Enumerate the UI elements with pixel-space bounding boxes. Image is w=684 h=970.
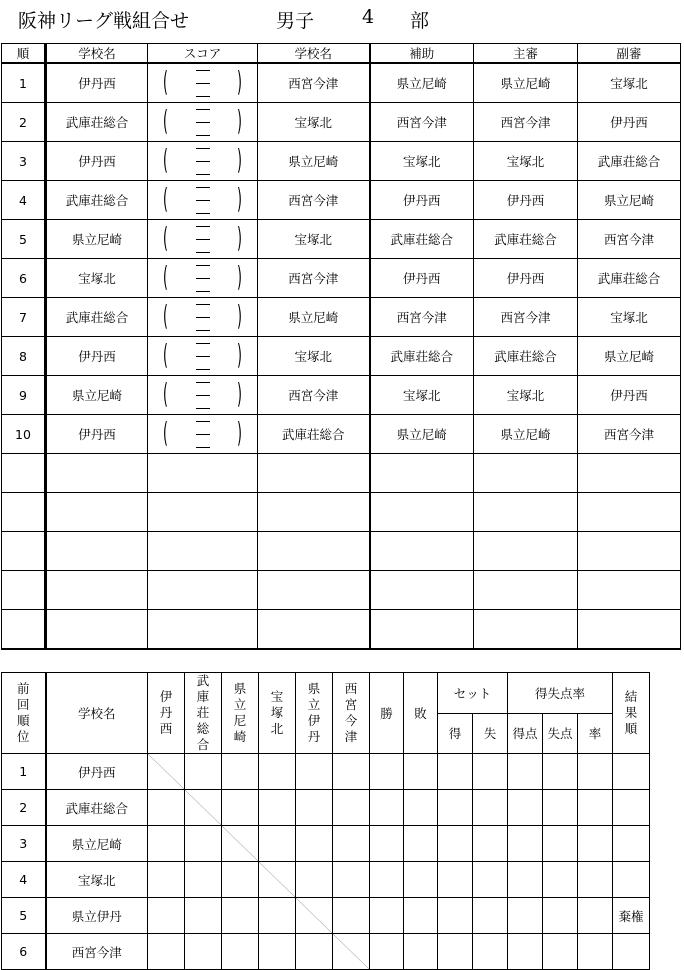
col-school-2: 武 庫 荘 総 合 [185,673,222,754]
table-row [2,142,681,181]
sub-referee: 県立尼崎 [578,181,681,220]
empty-cell[interactable] [46,493,148,532]
header-point-rate: 得失点率 [508,673,613,714]
match-number: 4 [2,181,46,220]
match-result-cell[interactable] [222,934,259,970]
result-cell[interactable] [613,754,650,790]
header-set: セット [438,673,508,714]
diagonal-line [185,790,221,825]
empty-cell[interactable] [370,532,474,571]
left-paren-icon: ( [163,65,168,98]
away-school: 宝塚北 [258,220,370,259]
empty-cell[interactable] [370,493,474,532]
assist-school: 西宮今津 [370,298,474,337]
gender-label: 男子 [276,10,315,32]
score-cell[interactable] [148,337,258,376]
header-rate: 率 [578,713,613,754]
empty-cell[interactable] [258,493,370,532]
stat-cell[interactable] [438,898,473,934]
score-cell[interactable] [148,259,258,298]
chief-referee: 県立尼崎 [474,415,578,454]
header-school-2: 学校名 [258,44,370,64]
chief-referee: 県立尼崎 [474,63,578,103]
match-result-cell[interactable] [222,754,259,790]
match-result-cell[interactable] [185,934,222,970]
match-result-cell[interactable] [259,754,296,790]
stat-cell[interactable] [578,898,613,934]
stat-cell[interactable] [473,790,508,826]
stat-cell[interactable] [508,862,543,898]
sub-referee: 西宮今津 [578,415,681,454]
page-title: 阪神リーグ戦組合せ [18,10,190,32]
header-prev-rank: 前 回 順 位 [2,673,46,754]
empty-cell[interactable] [370,454,474,493]
stat-cell[interactable] [370,862,404,898]
chief-referee: 宝塚北 [474,142,578,181]
stat-cell[interactable] [404,862,438,898]
home-school: 伊丹西 [46,142,148,181]
match-result-cell[interactable] [296,826,333,862]
empty-cell[interactable] [148,610,258,650]
match-result-cell[interactable] [333,826,370,862]
prev-rank: 1 [2,754,46,790]
header-chief-referee: 主審 [474,44,578,64]
left-paren-icon: ( [163,377,168,410]
header-points-get: 得点 [508,713,543,754]
empty-cell[interactable] [46,610,148,650]
standings-table [1,672,650,970]
left-paren-icon: ( [163,104,168,137]
match-number: 6 [2,259,46,298]
away-school: 西宮今津 [258,181,370,220]
assist-school: 伊丹西 [370,259,474,298]
stat-cell[interactable] [473,754,508,790]
empty-cell[interactable] [370,571,474,610]
left-paren-icon: ( [163,221,168,254]
away-school: 西宮今津 [258,259,370,298]
sub-referee: 宝塚北 [578,63,681,103]
division-number: 4 [362,6,375,28]
empty-cell[interactable] [474,454,578,493]
score-cell[interactable] [148,181,258,220]
left-paren-icon: ( [163,260,168,293]
stat-cell[interactable] [578,934,613,970]
chief-referee: 西宮今津 [474,103,578,142]
match-result-cell[interactable] [148,754,185,790]
home-school: 県立尼崎 [46,376,148,415]
match-result-cell[interactable] [333,862,370,898]
match-number: 10 [2,415,46,454]
empty-cell[interactable] [370,610,474,650]
right-paren-icon: ) [237,260,242,293]
match-number: 5 [2,220,46,259]
match-result-cell[interactable] [296,754,333,790]
assist-school: 宝塚北 [370,142,474,181]
standings-row [2,898,650,934]
school-name: 武庫荘総合 [46,790,148,826]
right-paren-icon: ) [237,299,242,332]
stat-cell[interactable] [473,934,508,970]
stat-cell[interactable] [438,790,473,826]
empty-cell[interactable] [2,532,46,571]
sub-referee: 武庫荘総合 [578,259,681,298]
chief-referee: 宝塚北 [474,376,578,415]
away-school: 西宮今津 [258,63,370,103]
stat-cell[interactable] [543,898,578,934]
schedule-header-row [2,44,681,64]
school-name: 伊丹西 [46,754,148,790]
stat-cell[interactable] [508,790,543,826]
table-row [2,415,681,454]
match-result-cell[interactable] [148,826,185,862]
right-paren-icon: ) [237,377,242,410]
away-school: 西宮今津 [258,376,370,415]
table-row [2,63,681,103]
header-school: 学校名 [46,673,148,754]
match-result-cell[interactable] [333,934,370,970]
score-cell[interactable] [148,376,258,415]
left-paren-icon: ( [163,338,168,371]
match-result-cell[interactable] [222,826,259,862]
match-result-cell[interactable] [296,898,333,934]
empty-cell[interactable] [258,571,370,610]
col-school-4: 宝 塚 北 [259,673,296,754]
home-school: 伊丹西 [46,63,148,103]
right-paren-icon: ) [237,182,242,215]
left-paren-icon: ( [163,299,168,332]
right-paren-icon: ) [237,104,242,137]
chief-referee: 武庫荘総合 [474,220,578,259]
header-sub-referee: 副審 [578,44,681,64]
empty-cell[interactable] [474,493,578,532]
stat-cell[interactable] [370,826,404,862]
right-paren-icon: ) [237,65,242,98]
result-cell[interactable]: 棄権 [613,898,650,934]
match-result-cell[interactable] [185,826,222,862]
match-result-cell[interactable] [148,898,185,934]
stat-cell[interactable] [543,754,578,790]
home-school: 武庫荘総合 [46,298,148,337]
sub-referee: 伊丹西 [578,103,681,142]
match-result-cell[interactable] [259,898,296,934]
match-number: 2 [2,103,46,142]
home-school: 武庫荘総合 [46,181,148,220]
match-result-cell[interactable] [333,898,370,934]
assist-school: 西宮今津 [370,103,474,142]
stat-cell[interactable] [438,754,473,790]
sub-referee: 伊丹西 [578,376,681,415]
prev-rank: 2 [2,790,46,826]
diagonal-line [296,898,332,933]
school-name: 県立伊丹 [46,898,148,934]
empty-cell[interactable] [578,610,681,650]
empty-cell[interactable] [148,532,258,571]
empty-cell[interactable] [474,610,578,650]
right-paren-icon: ) [237,338,242,371]
match-result-cell[interactable] [222,790,259,826]
stat-cell[interactable] [578,862,613,898]
header-order: 順 [2,44,46,64]
table-row [2,298,681,337]
match-result-cell[interactable] [148,790,185,826]
prev-rank: 3 [2,826,46,862]
right-paren-icon: ) [237,416,242,449]
empty-cell[interactable] [2,493,46,532]
prev-rank: 5 [2,898,46,934]
empty-cell[interactable] [46,571,148,610]
standings-row [2,862,650,898]
header-result: 結 果 順 [613,673,650,754]
prev-rank: 6 [2,934,46,970]
empty-row [2,532,681,571]
table-row [2,337,681,376]
stat-cell[interactable] [473,826,508,862]
schedule-table [1,43,681,650]
empty-row [2,571,681,610]
standings-row [2,934,650,970]
diagonal-line [259,862,295,897]
table-row [2,376,681,415]
chief-referee: 西宮今津 [474,298,578,337]
stat-cell[interactable] [370,898,404,934]
table-row [2,259,681,298]
empty-cell[interactable] [2,454,46,493]
header-set-lose: 失 [473,713,508,754]
header-assist: 補助 [370,44,474,64]
stat-cell[interactable] [370,754,404,790]
stat-cell[interactable] [404,754,438,790]
col-school-5: 県 立 伊 丹 [296,673,333,754]
away-school: 宝塚北 [258,337,370,376]
stat-cell[interactable] [438,862,473,898]
header-set-get: 得 [438,713,473,754]
empty-row [2,493,681,532]
stat-cell[interactable] [438,826,473,862]
stat-cell[interactable] [438,934,473,970]
assist-school: 武庫荘総合 [370,220,474,259]
sub-referee: 武庫荘総合 [578,142,681,181]
left-paren-icon: ( [163,143,168,176]
stat-cell[interactable] [543,862,578,898]
school-name: 宝塚北 [46,862,148,898]
match-result-cell[interactable] [259,790,296,826]
assist-school: 武庫荘総合 [370,337,474,376]
stat-cell[interactable] [578,790,613,826]
away-school: 県立尼崎 [258,142,370,181]
division-label: 部 [410,10,430,32]
away-school: 県立尼崎 [258,298,370,337]
stat-cell[interactable] [543,826,578,862]
stat-cell[interactable] [370,934,404,970]
empty-cell[interactable] [578,532,681,571]
prev-rank: 4 [2,862,46,898]
match-result-cell[interactable] [333,754,370,790]
empty-cell[interactable] [148,571,258,610]
assist-school: 県立尼崎 [370,63,474,103]
result-cell[interactable] [613,862,650,898]
match-result-cell[interactable] [296,790,333,826]
stat-cell[interactable] [578,826,613,862]
stat-cell[interactable] [578,754,613,790]
standings-row [2,754,650,790]
home-school: 県立尼崎 [46,220,148,259]
score-cell[interactable] [148,103,258,142]
empty-cell[interactable] [46,454,148,493]
col-school-1: 伊 丹 西 [148,673,185,754]
stat-cell[interactable] [508,826,543,862]
diagonal-line [333,934,369,969]
empty-cell[interactable] [148,493,258,532]
left-paren-icon: ( [163,182,168,215]
empty-row [2,610,681,650]
table-row [2,181,681,220]
match-result-cell[interactable] [259,826,296,862]
empty-cell[interactable] [258,454,370,493]
sub-referee: 西宮今津 [578,220,681,259]
match-result-cell[interactable] [296,934,333,970]
stat-cell[interactable] [404,826,438,862]
match-result-cell[interactable] [185,754,222,790]
empty-row [2,454,681,493]
diagonal-line [148,754,184,789]
table-row [2,103,681,142]
chief-referee: 武庫荘総合 [474,337,578,376]
match-result-cell[interactable] [259,934,296,970]
stat-cell[interactable] [404,934,438,970]
home-school: 宝塚北 [46,259,148,298]
score-cell[interactable] [148,415,258,454]
chief-referee: 伊丹西 [474,181,578,220]
empty-cell[interactable] [258,610,370,650]
standings-row [2,790,650,826]
empty-cell[interactable] [578,454,681,493]
match-result-cell[interactable] [148,934,185,970]
score-cell[interactable] [148,63,258,103]
col-school-6: 西 宮 今 津 [333,673,370,754]
result-cell[interactable] [613,826,650,862]
empty-cell[interactable] [474,532,578,571]
match-number: 7 [2,298,46,337]
match-result-cell[interactable] [333,790,370,826]
score-cell[interactable] [148,220,258,259]
sub-referee: 宝塚北 [578,298,681,337]
assist-school: 県立尼崎 [370,415,474,454]
stat-cell[interactable] [508,934,543,970]
match-result-cell[interactable] [148,862,185,898]
match-result-cell[interactable] [259,862,296,898]
match-number: 1 [2,63,46,103]
match-result-cell[interactable] [185,790,222,826]
stat-cell[interactable] [370,790,404,826]
match-result-cell[interactable] [185,862,222,898]
home-school: 伊丹西 [46,337,148,376]
chief-referee: 伊丹西 [474,259,578,298]
sub-referee: 県立尼崎 [578,337,681,376]
match-result-cell[interactable] [296,862,333,898]
empty-cell[interactable] [578,571,681,610]
header-score: スコア [148,44,258,64]
standings-row [2,826,650,862]
match-number: 8 [2,337,46,376]
home-school: 武庫荘総合 [46,103,148,142]
school-name: 西宮今津 [46,934,148,970]
match-result-cell[interactable] [222,898,259,934]
result-cell[interactable] [613,934,650,970]
right-paren-icon: ) [237,143,242,176]
stat-cell[interactable] [543,934,578,970]
empty-cell[interactable] [258,532,370,571]
match-result-cell[interactable] [222,862,259,898]
empty-cell[interactable] [148,454,258,493]
match-number: 3 [2,142,46,181]
stat-cell[interactable] [473,862,508,898]
stat-cell[interactable] [473,898,508,934]
school-name: 県立尼崎 [46,826,148,862]
assist-school: 伊丹西 [370,181,474,220]
right-paren-icon: ) [237,221,242,254]
header-school: 学校名 [46,44,148,64]
result-cell[interactable] [613,790,650,826]
empty-cell[interactable] [578,493,681,532]
empty-cell[interactable] [2,610,46,650]
stat-cell[interactable] [404,898,438,934]
col-school-3: 県 立 尼 崎 [222,673,259,754]
away-school: 宝塚北 [258,103,370,142]
empty-cell[interactable] [2,571,46,610]
stat-cell[interactable] [508,754,543,790]
stat-cell[interactable] [404,790,438,826]
match-result-cell[interactable] [185,898,222,934]
stat-cell[interactable] [543,790,578,826]
match-number: 9 [2,376,46,415]
score-cell[interactable] [148,142,258,181]
stat-cell[interactable] [508,898,543,934]
assist-school: 宝塚北 [370,376,474,415]
empty-cell[interactable] [474,571,578,610]
header-loss: 敗 [404,673,438,754]
left-paren-icon: ( [163,416,168,449]
away-school: 武庫荘総合 [258,415,370,454]
score-cell[interactable] [148,298,258,337]
home-school: 伊丹西 [46,415,148,454]
table-row [2,220,681,259]
header-points-lose: 失点 [543,713,578,754]
empty-cell[interactable] [46,532,148,571]
header-win: 勝 [370,673,404,754]
diagonal-line [222,826,258,861]
